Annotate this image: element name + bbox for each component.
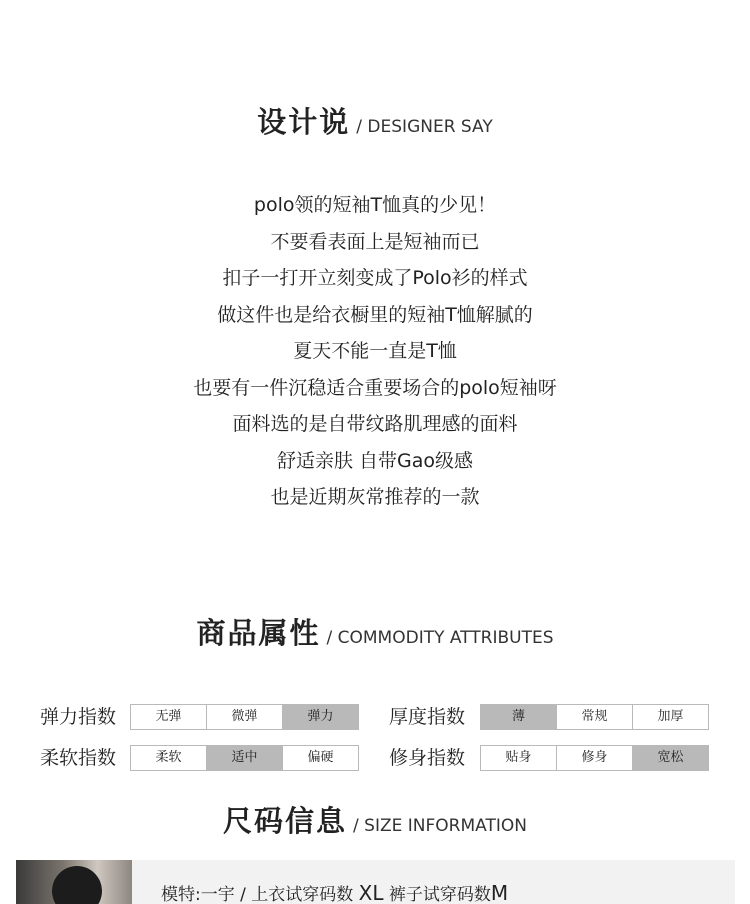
attr-option: 偏硬	[283, 746, 358, 770]
description-line: 不要看表面上是短袖而已	[270, 230, 480, 253]
attr-option: 贴身	[481, 746, 557, 770]
model-bottom-size: M	[490, 881, 509, 904]
description-line: 也要有一件沉稳适合重要场合的polo短袖呀	[193, 376, 557, 399]
size-information-title-en: / SIZE INFORMATION	[353, 816, 527, 836]
description-line: 舒适亲肤 自带Gao级感	[276, 449, 474, 472]
commodity-attributes-heading	[0, 611, 750, 652]
size-information-title-cn: 尺码信息	[223, 804, 348, 838]
attr-scale	[130, 704, 359, 730]
model-info-bar	[16, 860, 735, 904]
attr-option: 弹力	[283, 705, 358, 729]
model-size-text	[161, 880, 508, 904]
attr-label: 柔软指数	[40, 747, 117, 769]
designer-say-heading	[0, 100, 750, 141]
attr-option: 修身	[557, 746, 633, 770]
designer-say-title-cn: 设计说	[257, 105, 351, 139]
attr-option: 宽松	[633, 746, 708, 770]
attr-label: 修身指数	[389, 747, 466, 769]
attr-scale	[130, 745, 359, 771]
description-line: polo领的短袖T恤真的少见！	[253, 194, 497, 216]
description-line: 面料选的是自带纹路肌理感的面料	[232, 413, 518, 435]
attr-option: 加厚	[633, 705, 708, 729]
model-photo	[16, 860, 132, 904]
model-middle: 裤子试穿码数	[388, 885, 491, 904]
attr-option: 适中	[207, 746, 283, 770]
attr-option: 柔软	[131, 746, 207, 770]
attr-option: 无弹	[131, 705, 207, 729]
description-line: 夏天不能一直是T恤	[293, 340, 457, 362]
attr-option: 常规	[557, 705, 633, 729]
attr-scale	[480, 704, 709, 730]
size-information-heading	[0, 799, 750, 840]
description-line: 做这件也是给衣橱里的短袖T恤解腻的	[217, 303, 533, 326]
description-line: 也是近期灰常推荐的一款	[270, 486, 480, 508]
attr-option: 微弹	[207, 705, 283, 729]
commodity-attributes-title-en: / COMMODITY ATTRIBUTES	[326, 628, 554, 648]
designer-say-title-en: / DESIGNER SAY	[356, 117, 493, 137]
attr-label: 厚度指数	[389, 706, 466, 728]
description-line: 扣子一打开立刻变成了Polo衫的样式	[222, 267, 528, 289]
commodity-attributes-title-cn: 商品属性	[196, 616, 321, 650]
attr-option: 薄	[481, 705, 557, 729]
attr-label: 弹力指数	[40, 706, 117, 728]
model-prefix: 模特:一宇 / 上衣试穿码数	[161, 885, 354, 904]
model-top-size: XL	[358, 881, 384, 904]
attr-scale	[480, 745, 709, 771]
model-head-shape	[52, 866, 102, 904]
designer-description	[0, 187, 750, 516]
